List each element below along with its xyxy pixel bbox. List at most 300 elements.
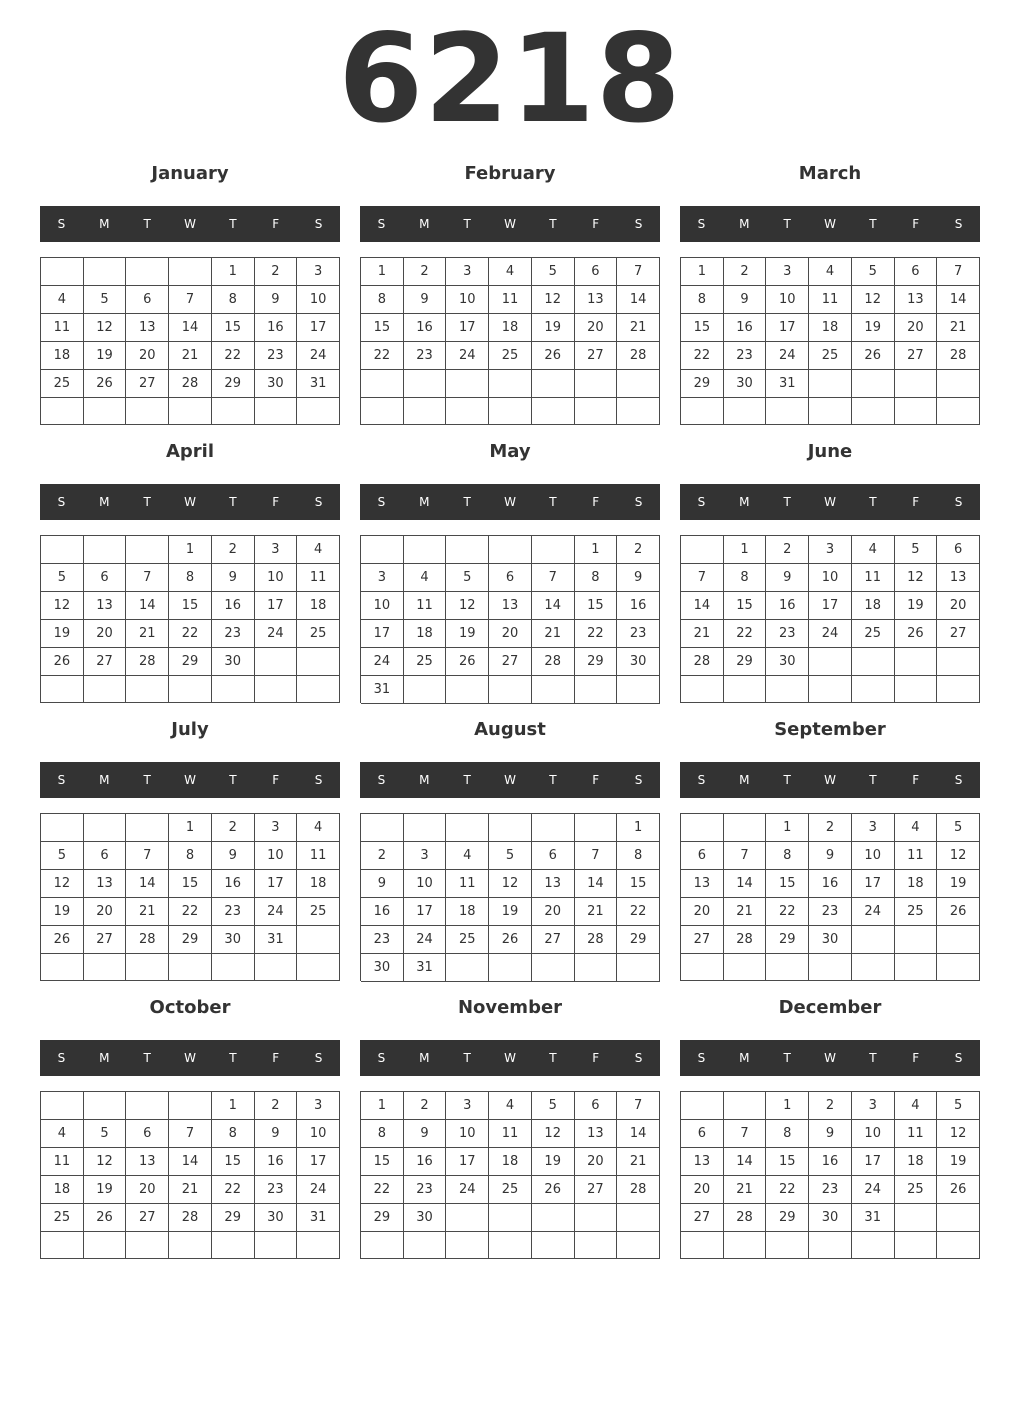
day-cell: 26 bbox=[84, 370, 127, 398]
day-cell: 28 bbox=[126, 648, 169, 676]
empty-day-cell bbox=[937, 954, 980, 981]
day-cell: 18 bbox=[809, 314, 852, 342]
weekday-label: S bbox=[634, 1051, 643, 1065]
day-cell: 4 bbox=[297, 814, 340, 842]
day-cell: 8 bbox=[617, 842, 660, 870]
empty-day-cell bbox=[532, 676, 575, 704]
month-name: January bbox=[151, 163, 229, 184]
weekday-label: S bbox=[634, 773, 643, 787]
empty-day-cell bbox=[766, 676, 809, 703]
day-cell: 5 bbox=[937, 814, 980, 842]
day-cell: 2 bbox=[255, 1092, 298, 1120]
weekday-label: F bbox=[912, 495, 920, 509]
empty-day-cell bbox=[169, 258, 212, 286]
month-name: March bbox=[798, 163, 862, 184]
empty-day-cell bbox=[681, 1232, 724, 1259]
day-cell: 18 bbox=[852, 592, 895, 620]
day-cell: 28 bbox=[724, 926, 767, 954]
day-cell: 1 bbox=[724, 536, 767, 564]
empty-day-cell bbox=[446, 536, 489, 564]
weekday-label: S bbox=[377, 773, 386, 787]
day-cell: 19 bbox=[489, 898, 532, 926]
day-cell: 25 bbox=[809, 342, 852, 370]
day-cell: 13 bbox=[681, 870, 724, 898]
day-cell: 24 bbox=[766, 342, 809, 370]
empty-day-cell bbox=[575, 370, 618, 398]
weekday-label: M bbox=[419, 773, 430, 787]
day-cell: 8 bbox=[212, 1120, 255, 1148]
day-cell: 9 bbox=[404, 1120, 447, 1148]
weekday-label: T bbox=[549, 217, 557, 231]
day-cell: 18 bbox=[404, 620, 447, 648]
weekday-label: T bbox=[869, 1051, 877, 1065]
day-cell: 9 bbox=[809, 1120, 852, 1148]
day-cell: 19 bbox=[852, 314, 895, 342]
empty-day-cell bbox=[617, 398, 660, 426]
day-cell: 14 bbox=[169, 1148, 212, 1176]
weekday-label: T bbox=[463, 217, 471, 231]
day-cell: 4 bbox=[895, 814, 938, 842]
empty-day-cell bbox=[895, 398, 938, 425]
day-cell: 13 bbox=[84, 870, 127, 898]
weekday-label: M bbox=[99, 495, 110, 509]
day-cell: 27 bbox=[575, 1176, 618, 1204]
empty-day-cell bbox=[361, 814, 404, 842]
day-cell: 29 bbox=[169, 926, 212, 954]
day-cell: 10 bbox=[297, 286, 340, 314]
empty-day-cell bbox=[489, 954, 532, 982]
empty-day-cell bbox=[361, 370, 404, 398]
day-cell: 7 bbox=[575, 842, 618, 870]
day-cell: 16 bbox=[766, 592, 809, 620]
day-cell: 10 bbox=[446, 1120, 489, 1148]
day-cell: 13 bbox=[937, 564, 980, 592]
day-cell: 28 bbox=[724, 1204, 767, 1232]
day-cell: 16 bbox=[809, 1148, 852, 1176]
weekday-header bbox=[40, 1040, 340, 1076]
weekday-label: W bbox=[184, 1051, 196, 1065]
day-cell: 16 bbox=[724, 314, 767, 342]
weekday-label: S bbox=[57, 773, 66, 787]
weekday-label: W bbox=[824, 217, 836, 231]
empty-day-cell bbox=[766, 398, 809, 425]
empty-day-cell bbox=[126, 1092, 169, 1120]
day-cell: 25 bbox=[297, 898, 340, 926]
day-cell: 16 bbox=[212, 870, 255, 898]
day-cell: 8 bbox=[361, 1120, 404, 1148]
empty-day-cell bbox=[489, 536, 532, 564]
day-cell: 15 bbox=[766, 870, 809, 898]
empty-day-cell bbox=[681, 536, 724, 564]
day-cell: 1 bbox=[361, 1092, 404, 1120]
empty-day-cell bbox=[895, 926, 938, 954]
day-cell: 2 bbox=[617, 536, 660, 564]
day-cell: 29 bbox=[681, 370, 724, 398]
empty-day-cell bbox=[766, 1232, 809, 1259]
day-cell: 13 bbox=[84, 592, 127, 620]
day-cell: 6 bbox=[575, 258, 618, 286]
day-cell: 21 bbox=[169, 342, 212, 370]
day-cell: 23 bbox=[404, 342, 447, 370]
weekday-label: W bbox=[504, 1051, 516, 1065]
day-cell: 14 bbox=[575, 870, 618, 898]
day-cell: 9 bbox=[766, 564, 809, 592]
day-cell: 4 bbox=[297, 536, 340, 564]
empty-day-cell bbox=[681, 814, 724, 842]
day-cell: 2 bbox=[361, 842, 404, 870]
day-cell: 2 bbox=[724, 258, 767, 286]
weekday-header bbox=[360, 762, 660, 798]
empty-day-cell bbox=[575, 954, 618, 982]
day-cell: 23 bbox=[361, 926, 404, 954]
day-cell: 10 bbox=[255, 564, 298, 592]
day-cell: 18 bbox=[895, 870, 938, 898]
day-cell: 22 bbox=[361, 1176, 404, 1204]
day-cell: 12 bbox=[41, 592, 84, 620]
day-cell: 13 bbox=[895, 286, 938, 314]
day-grid bbox=[40, 535, 340, 703]
weekday-label: S bbox=[314, 773, 323, 787]
empty-day-cell bbox=[489, 1232, 532, 1259]
empty-day-cell bbox=[852, 926, 895, 954]
day-cell: 12 bbox=[41, 870, 84, 898]
day-grid bbox=[680, 813, 980, 981]
day-cell: 25 bbox=[895, 1176, 938, 1204]
day-cell: 13 bbox=[575, 1120, 618, 1148]
day-cell: 7 bbox=[126, 564, 169, 592]
weekday-label: T bbox=[869, 217, 877, 231]
weekday-label: S bbox=[954, 217, 963, 231]
empty-day-cell bbox=[937, 1232, 980, 1259]
day-cell: 15 bbox=[212, 314, 255, 342]
day-cell: 31 bbox=[297, 370, 340, 398]
day-cell: 27 bbox=[532, 926, 575, 954]
day-cell: 24 bbox=[255, 620, 298, 648]
day-cell: 29 bbox=[575, 648, 618, 676]
day-cell: 12 bbox=[852, 286, 895, 314]
day-cell: 28 bbox=[169, 370, 212, 398]
day-cell: 17 bbox=[255, 870, 298, 898]
day-cell: 4 bbox=[446, 842, 489, 870]
day-cell: 17 bbox=[255, 592, 298, 620]
day-cell: 13 bbox=[489, 592, 532, 620]
day-cell: 26 bbox=[84, 1204, 127, 1232]
empty-day-cell bbox=[361, 536, 404, 564]
day-cell: 1 bbox=[766, 814, 809, 842]
day-cell: 24 bbox=[297, 342, 340, 370]
day-cell: 4 bbox=[41, 1120, 84, 1148]
day-cell: 12 bbox=[532, 1120, 575, 1148]
day-cell: 3 bbox=[404, 842, 447, 870]
weekday-label: T bbox=[229, 495, 237, 509]
day-grid bbox=[360, 813, 660, 981]
day-cell: 10 bbox=[766, 286, 809, 314]
day-cell: 12 bbox=[489, 870, 532, 898]
empty-day-cell bbox=[852, 648, 895, 676]
day-cell: 8 bbox=[169, 842, 212, 870]
day-cell: 6 bbox=[681, 842, 724, 870]
weekday-label: T bbox=[549, 495, 557, 509]
day-cell: 8 bbox=[766, 842, 809, 870]
day-cell: 1 bbox=[766, 1092, 809, 1120]
day-cell: 19 bbox=[532, 314, 575, 342]
empty-day-cell bbox=[297, 398, 340, 425]
day-cell: 2 bbox=[766, 536, 809, 564]
empty-day-cell bbox=[809, 1232, 852, 1259]
day-cell: 9 bbox=[724, 286, 767, 314]
day-cell: 17 bbox=[852, 1148, 895, 1176]
day-cell: 21 bbox=[724, 898, 767, 926]
empty-day-cell bbox=[532, 370, 575, 398]
day-cell: 3 bbox=[297, 1092, 340, 1120]
empty-day-cell bbox=[766, 954, 809, 981]
empty-day-cell bbox=[809, 648, 852, 676]
day-cell: 30 bbox=[766, 648, 809, 676]
day-cell: 27 bbox=[84, 926, 127, 954]
empty-day-cell bbox=[126, 676, 169, 703]
day-cell: 1 bbox=[617, 814, 660, 842]
day-cell: 27 bbox=[489, 648, 532, 676]
empty-day-cell bbox=[895, 1204, 938, 1232]
day-cell: 21 bbox=[532, 620, 575, 648]
weekday-label: S bbox=[314, 1051, 323, 1065]
day-cell: 8 bbox=[212, 286, 255, 314]
day-cell: 11 bbox=[41, 314, 84, 342]
day-cell: 17 bbox=[446, 1148, 489, 1176]
day-cell: 6 bbox=[681, 1120, 724, 1148]
empty-day-cell bbox=[617, 370, 660, 398]
day-cell: 24 bbox=[852, 898, 895, 926]
weekday-label: S bbox=[377, 217, 386, 231]
empty-day-cell bbox=[532, 1204, 575, 1232]
month-name: June bbox=[807, 441, 853, 462]
day-cell: 10 bbox=[255, 842, 298, 870]
day-cell: 11 bbox=[41, 1148, 84, 1176]
day-cell: 26 bbox=[532, 1176, 575, 1204]
day-cell: 1 bbox=[361, 258, 404, 286]
day-cell: 3 bbox=[255, 536, 298, 564]
day-cell: 23 bbox=[255, 1176, 298, 1204]
weekday-header bbox=[40, 762, 340, 798]
day-cell: 13 bbox=[532, 870, 575, 898]
day-cell: 15 bbox=[617, 870, 660, 898]
empty-day-cell bbox=[297, 676, 340, 703]
day-cell: 19 bbox=[937, 1148, 980, 1176]
empty-day-cell bbox=[212, 954, 255, 981]
day-cell: 24 bbox=[446, 1176, 489, 1204]
month-name: May bbox=[489, 441, 531, 462]
empty-day-cell bbox=[937, 370, 980, 398]
day-cell: 19 bbox=[532, 1148, 575, 1176]
weekday-label: M bbox=[99, 1051, 110, 1065]
month-name: February bbox=[464, 163, 556, 184]
weekday-label: F bbox=[272, 495, 280, 509]
day-cell: 25 bbox=[446, 926, 489, 954]
empty-day-cell bbox=[404, 398, 447, 426]
day-cell: 7 bbox=[126, 842, 169, 870]
day-cell: 20 bbox=[126, 1176, 169, 1204]
weekday-label: T bbox=[229, 773, 237, 787]
day-cell: 14 bbox=[937, 286, 980, 314]
day-cell: 19 bbox=[895, 592, 938, 620]
weekday-header bbox=[40, 206, 340, 242]
day-cell: 28 bbox=[126, 926, 169, 954]
day-cell: 21 bbox=[681, 620, 724, 648]
day-cell: 8 bbox=[766, 1120, 809, 1148]
empty-day-cell bbox=[446, 1232, 489, 1259]
day-cell: 5 bbox=[446, 564, 489, 592]
day-cell: 17 bbox=[404, 898, 447, 926]
empty-day-cell bbox=[575, 814, 618, 842]
day-cell: 16 bbox=[255, 314, 298, 342]
day-cell: 3 bbox=[297, 258, 340, 286]
day-cell: 12 bbox=[532, 286, 575, 314]
day-cell: 1 bbox=[169, 814, 212, 842]
empty-day-cell bbox=[41, 814, 84, 842]
day-cell: 31 bbox=[297, 1204, 340, 1232]
day-cell: 23 bbox=[212, 898, 255, 926]
empty-day-cell bbox=[937, 1204, 980, 1232]
day-cell: 16 bbox=[255, 1148, 298, 1176]
day-cell: 4 bbox=[41, 286, 84, 314]
empty-day-cell bbox=[446, 814, 489, 842]
weekday-label: T bbox=[783, 495, 791, 509]
empty-day-cell bbox=[575, 1204, 618, 1232]
weekday-header bbox=[360, 1040, 660, 1076]
day-cell: 15 bbox=[212, 1148, 255, 1176]
weekday-label: S bbox=[314, 495, 323, 509]
day-cell: 6 bbox=[937, 536, 980, 564]
day-cell: 11 bbox=[297, 842, 340, 870]
day-cell: 15 bbox=[681, 314, 724, 342]
weekday-label: W bbox=[184, 217, 196, 231]
day-cell: 8 bbox=[575, 564, 618, 592]
day-cell: 4 bbox=[489, 258, 532, 286]
day-cell: 6 bbox=[575, 1092, 618, 1120]
empty-day-cell bbox=[895, 676, 938, 703]
day-cell: 10 bbox=[297, 1120, 340, 1148]
day-cell: 4 bbox=[809, 258, 852, 286]
day-cell: 17 bbox=[446, 314, 489, 342]
day-cell: 29 bbox=[617, 926, 660, 954]
empty-day-cell bbox=[361, 398, 404, 426]
weekday-label: S bbox=[377, 1051, 386, 1065]
empty-day-cell bbox=[446, 1204, 489, 1232]
day-cell: 18 bbox=[41, 342, 84, 370]
day-cell: 3 bbox=[766, 258, 809, 286]
day-cell: 1 bbox=[212, 1092, 255, 1120]
weekday-label: F bbox=[592, 495, 600, 509]
day-cell: 15 bbox=[361, 1148, 404, 1176]
day-cell: 25 bbox=[404, 648, 447, 676]
day-cell: 31 bbox=[361, 676, 404, 704]
weekday-label: F bbox=[912, 773, 920, 787]
weekday-label: M bbox=[739, 495, 750, 509]
empty-day-cell bbox=[681, 676, 724, 703]
weekday-label: W bbox=[824, 1051, 836, 1065]
day-cell: 9 bbox=[404, 286, 447, 314]
weekday-label: M bbox=[99, 217, 110, 231]
day-cell: 11 bbox=[489, 286, 532, 314]
day-cell: 29 bbox=[766, 926, 809, 954]
day-cell: 30 bbox=[255, 1204, 298, 1232]
weekday-label: T bbox=[463, 773, 471, 787]
empty-day-cell bbox=[575, 1232, 618, 1259]
day-cell: 14 bbox=[617, 1120, 660, 1148]
empty-day-cell bbox=[404, 536, 447, 564]
day-cell: 27 bbox=[681, 926, 724, 954]
day-cell: 14 bbox=[617, 286, 660, 314]
empty-day-cell bbox=[895, 1232, 938, 1259]
day-cell: 6 bbox=[126, 286, 169, 314]
empty-day-cell bbox=[937, 926, 980, 954]
day-cell: 20 bbox=[895, 314, 938, 342]
day-cell: 14 bbox=[724, 1148, 767, 1176]
day-cell: 29 bbox=[169, 648, 212, 676]
empty-day-cell bbox=[809, 370, 852, 398]
day-cell: 12 bbox=[895, 564, 938, 592]
day-cell: 10 bbox=[404, 870, 447, 898]
weekday-label: W bbox=[504, 217, 516, 231]
month-name: October bbox=[149, 997, 231, 1018]
day-cell: 18 bbox=[446, 898, 489, 926]
weekday-label: W bbox=[184, 495, 196, 509]
weekday-label: T bbox=[229, 1051, 237, 1065]
empty-day-cell bbox=[297, 954, 340, 981]
day-cell: 15 bbox=[766, 1148, 809, 1176]
day-cell: 8 bbox=[169, 564, 212, 592]
day-cell: 20 bbox=[126, 342, 169, 370]
day-cell: 4 bbox=[895, 1092, 938, 1120]
day-cell: 28 bbox=[532, 648, 575, 676]
empty-day-cell bbox=[724, 1232, 767, 1259]
empty-day-cell bbox=[724, 398, 767, 425]
day-cell: 22 bbox=[617, 898, 660, 926]
day-cell: 12 bbox=[84, 1148, 127, 1176]
day-cell: 22 bbox=[766, 898, 809, 926]
day-grid bbox=[40, 813, 340, 981]
empty-day-cell bbox=[404, 814, 447, 842]
empty-day-cell bbox=[681, 398, 724, 425]
day-cell: 29 bbox=[766, 1204, 809, 1232]
day-cell: 7 bbox=[617, 258, 660, 286]
day-cell: 25 bbox=[489, 342, 532, 370]
weekday-label: F bbox=[592, 217, 600, 231]
empty-day-cell bbox=[84, 814, 127, 842]
weekday-label: T bbox=[463, 1051, 471, 1065]
day-cell: 25 bbox=[41, 1204, 84, 1232]
day-cell: 23 bbox=[212, 620, 255, 648]
day-cell: 1 bbox=[169, 536, 212, 564]
day-cell: 24 bbox=[852, 1176, 895, 1204]
day-cell: 7 bbox=[532, 564, 575, 592]
empty-day-cell bbox=[681, 1092, 724, 1120]
empty-day-cell bbox=[41, 954, 84, 981]
day-cell: 2 bbox=[404, 1092, 447, 1120]
day-cell: 30 bbox=[809, 926, 852, 954]
day-cell: 21 bbox=[617, 314, 660, 342]
empty-day-cell bbox=[895, 954, 938, 981]
empty-day-cell bbox=[895, 370, 938, 398]
day-cell: 2 bbox=[212, 536, 255, 564]
day-cell: 5 bbox=[84, 1120, 127, 1148]
month-name: July bbox=[171, 719, 209, 740]
empty-day-cell bbox=[126, 814, 169, 842]
empty-day-cell bbox=[681, 954, 724, 981]
day-cell: 19 bbox=[41, 620, 84, 648]
empty-day-cell bbox=[575, 398, 618, 426]
empty-day-cell bbox=[852, 676, 895, 703]
